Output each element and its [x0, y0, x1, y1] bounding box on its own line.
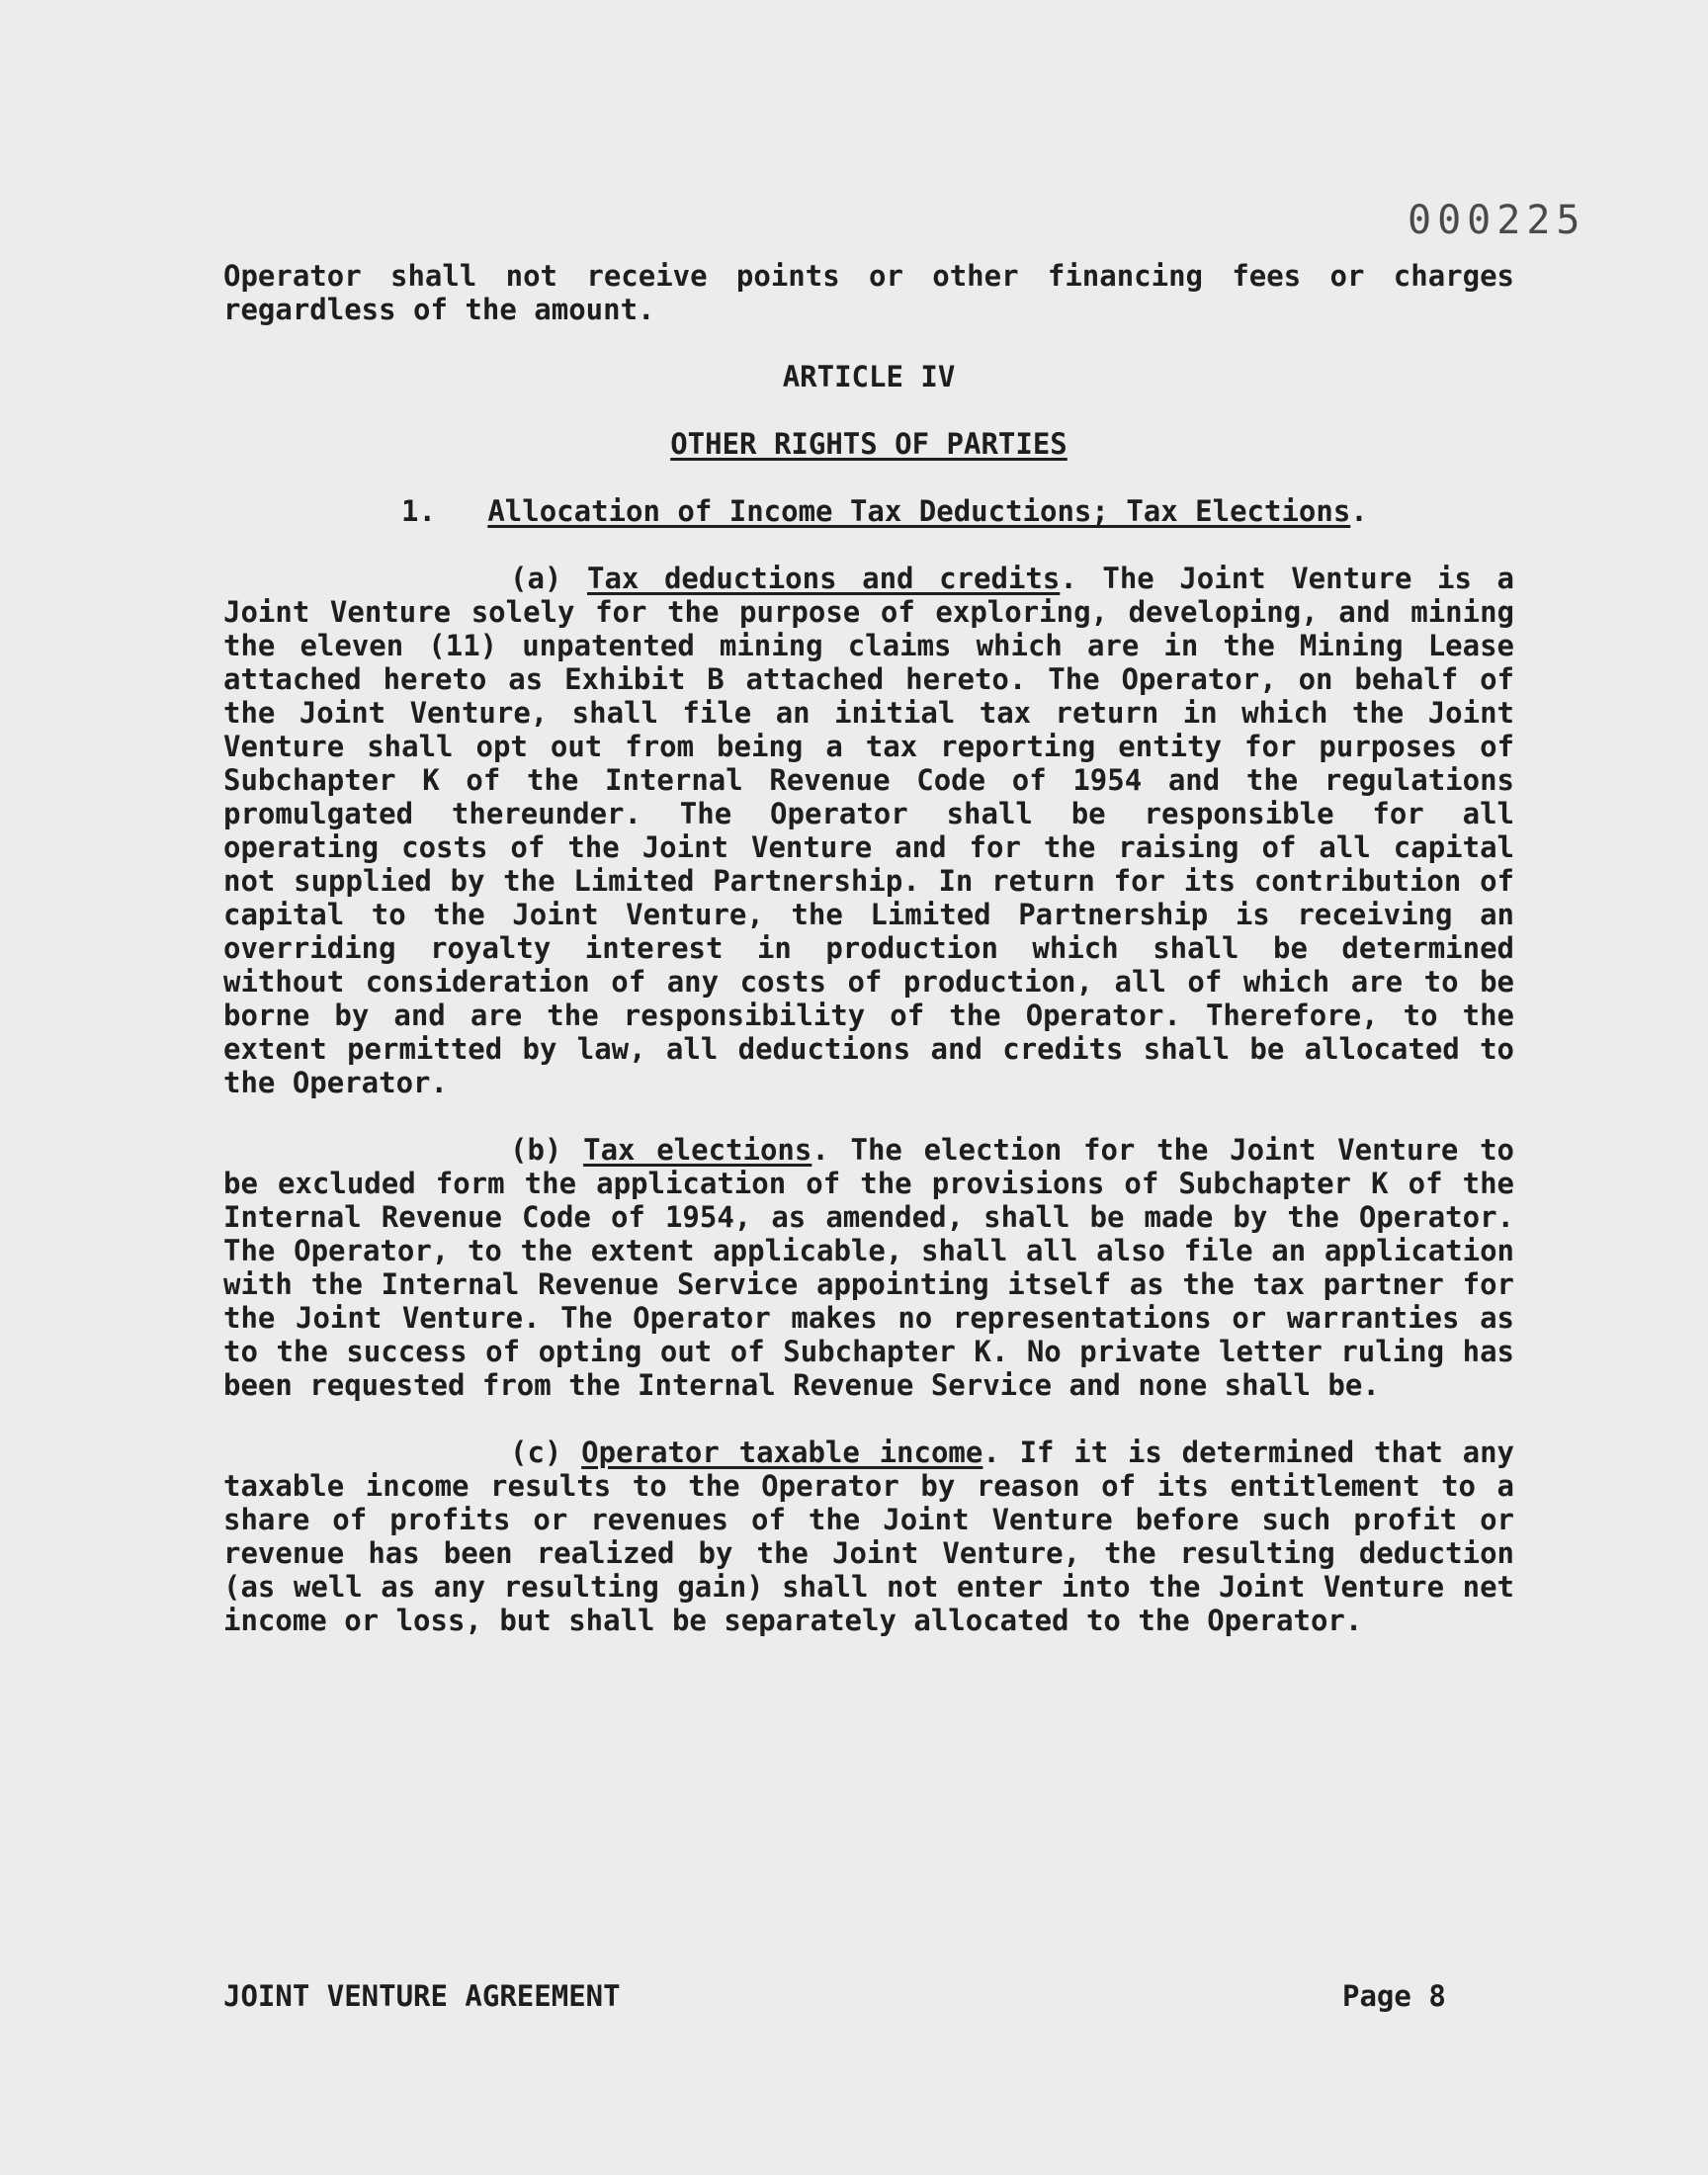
section-1-period: .: [1350, 494, 1368, 528]
section-1-heading: [223, 494, 1514, 528]
subsection-b-label: (b): [510, 1133, 562, 1167]
subsection-b: [223, 1133, 1514, 1402]
subsection-a-heading: Tax deductions and credits: [586, 562, 1061, 595]
subsection-c-text: . If it is determined that any taxable income results to the Operator by reason of its entitlement to a share of profits or revenues of the Joint Venture before such profit or revenue has been realized by the Joint Venture, the resulting deduction (as well as any resulting gain) shall not enter into the Joint Venture net income or loss, but shall be separately allocated to the Operator.: [223, 1436, 1514, 1637]
intro-paragraph: Operator shall not receive points or other financing fees or charges regardless of the amount.: [223, 259, 1514, 326]
subsection-a-text: . The Joint Venture is a Joint Venture solely for the purpose of exploring, developing, and mining the eleven (11) unpatented mining claims which are in the Mining Lease attached hereto as Exhibit B attached hereto. The Operator, on behalf of the Joint Venture, shall file an initial tax return in which the Joint Venture shall opt out from being a tax reporting entity for purposes of Subchapter K of the Internal Revenue Code of 1954 and the regulations promulgated thereunder. The Operator shall be responsible for all operating costs of the Joint Venture and for the raising of all capital not supplied by the Limited Partnership. In return for its contribution of capital to the Joint Venture, the Limited Partnership is receiving an overriding royalty interest in production which shall be determined without consideration of any costs of production, all of which are to be borne by and are the responsibility of the Operator. Therefore, to the extent permitted by law, all deductions and credits shall be allocated to the Operator.: [223, 562, 1514, 1099]
article-number: ARTICLE IV: [782, 360, 956, 393]
footer-page-label: Page: [1342, 1979, 1411, 2013]
subsection-b-text: . The election for the Joint Venture to be excluded form the application of the provisions of Subchapter K of the Internal Revenue Code of 1954, as amended, shall be made by the Operator. The Operator, to the extent applicable, shall all also file an application with the Internal Revenue Service appointing itself as the tax partner for the Joint Venture. The Operator makes no representations or warranties as to the success of opting out of Subchapter K. No private letter ruling has been requested from the Internal Revenue Service and none shall be.: [223, 1133, 1515, 1402]
section-1-title: Allocation of Income Tax Deductions; Tax Elections: [487, 494, 1351, 528]
article-title-text: OTHER RIGHTS OF PARTIES: [670, 427, 1068, 461]
bates-stamp: 000225: [1408, 198, 1586, 243]
subsection-b-heading: Tax elections: [583, 1133, 812, 1167]
subsection-c: [223, 1436, 1514, 1637]
subsection-a: [223, 562, 1514, 1099]
subsection-c-label: (c): [510, 1436, 562, 1469]
article-title: [223, 427, 1514, 461]
subsection-a-label: (a): [510, 562, 562, 595]
section-1-number: 1.: [401, 494, 436, 528]
footer-page: [1342, 1979, 1446, 2013]
footer-page-number: 8: [1428, 1979, 1446, 2013]
subsection-c-heading: Operator taxable income: [581, 1436, 983, 1469]
footer-title: JOINT VENTURE AGREEMENT: [223, 1979, 621, 2013]
document-body: [223, 259, 1514, 1637]
